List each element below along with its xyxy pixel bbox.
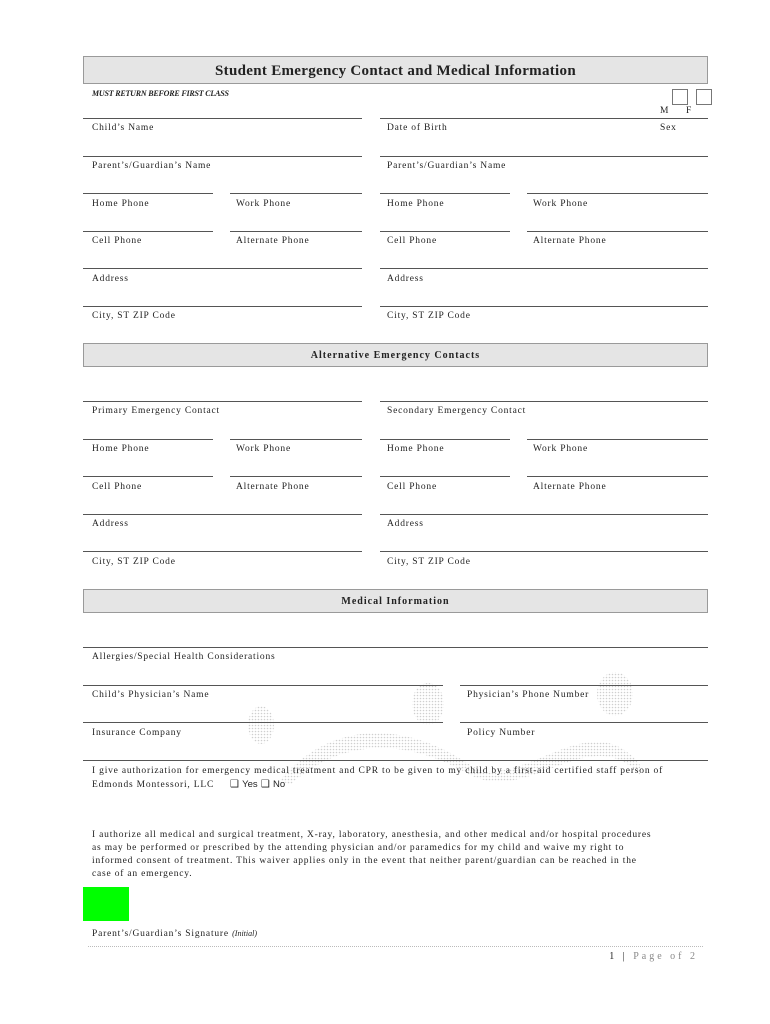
secondary-city-field[interactable] bbox=[380, 551, 708, 552]
parent1-cell-phone-field[interactable] bbox=[83, 231, 213, 232]
parent2-city-label: City, ST ZIP Code bbox=[387, 311, 471, 321]
parent1-work-phone-field[interactable] bbox=[230, 193, 362, 194]
parent2-home-phone-label: Home Phone bbox=[387, 199, 445, 209]
waiver-line-4: case of an emergency. bbox=[92, 869, 193, 879]
footer-divider bbox=[88, 946, 703, 947]
secondary-work-phone-field[interactable] bbox=[527, 439, 708, 440]
signature-label bbox=[92, 929, 257, 939]
parent2-address-label: Address bbox=[387, 274, 424, 284]
parent1-alt-phone-field[interactable] bbox=[230, 231, 362, 232]
secondary-home-phone-label: Home Phone bbox=[387, 444, 445, 454]
primary-home-phone-field[interactable] bbox=[83, 439, 213, 440]
sex-f-label: F bbox=[686, 106, 693, 116]
waiver-text bbox=[92, 829, 707, 881]
primary-home-phone-label: Home Phone bbox=[92, 444, 150, 454]
parent1-name-field[interactable] bbox=[83, 156, 362, 157]
yes-checkbox-icon[interactable]: ❑ bbox=[229, 779, 239, 790]
form-title: Student Emergency Contact and Medical Information bbox=[83, 56, 708, 84]
primary-contact-label: Primary Emergency Contact bbox=[92, 406, 220, 416]
primary-city-field[interactable] bbox=[83, 551, 362, 552]
insurance-field[interactable] bbox=[83, 722, 443, 723]
parent1-city-label: City, ST ZIP Code bbox=[92, 311, 176, 321]
physician-name-label: Child’s Physician’s Name bbox=[92, 690, 210, 700]
return-notice: MUST RETURN BEFORE FIRST CLASS bbox=[92, 89, 229, 98]
secondary-home-phone-field[interactable] bbox=[380, 439, 510, 440]
parent1-address-label: Address bbox=[92, 274, 129, 284]
sex-label: Sex bbox=[660, 123, 677, 133]
page-text: Page of 2 bbox=[633, 951, 698, 962]
parent2-cell-phone-label: Cell Phone bbox=[387, 236, 437, 246]
primary-address-field[interactable] bbox=[83, 514, 362, 515]
child-name-label: Child’s Name bbox=[92, 123, 155, 133]
policy-label: Policy Number bbox=[467, 728, 536, 738]
parent2-alt-phone-label: Alternate Phone bbox=[533, 236, 607, 246]
alt-contacts-heading: Alternative Emergency Contacts bbox=[83, 343, 708, 367]
page-separator: | bbox=[622, 951, 628, 962]
authorization-text bbox=[92, 765, 707, 792]
physician-phone-field[interactable] bbox=[460, 685, 708, 686]
authorization-divider bbox=[83, 760, 708, 761]
no-checkbox-icon[interactable]: ❑ bbox=[260, 779, 270, 790]
primary-contact-field[interactable] bbox=[83, 401, 362, 402]
parent2-work-phone-label: Work Phone bbox=[533, 199, 588, 209]
secondary-alt-phone-label: Alternate Phone bbox=[533, 482, 607, 492]
primary-cell-phone-label: Cell Phone bbox=[92, 482, 142, 492]
parent2-city-field[interactable] bbox=[380, 306, 708, 307]
parent2-address-field[interactable] bbox=[380, 268, 708, 269]
primary-alt-phone-label: Alternate Phone bbox=[236, 482, 310, 492]
parent1-alt-phone-label: Alternate Phone bbox=[236, 236, 310, 246]
primary-cell-phone-field[interactable] bbox=[83, 476, 213, 477]
yes-label: Yes bbox=[242, 779, 258, 790]
parent2-work-phone-field[interactable] bbox=[527, 193, 708, 194]
secondary-cell-phone-field[interactable] bbox=[380, 476, 510, 477]
initial-box[interactable] bbox=[83, 887, 129, 921]
physician-name-field[interactable] bbox=[83, 685, 443, 686]
parent2-name-label: Parent’s/Guardian’s Name bbox=[387, 161, 507, 171]
parent2-name-field[interactable] bbox=[380, 156, 708, 157]
page-number: 1 bbox=[609, 951, 618, 962]
parent2-cell-phone-field[interactable] bbox=[380, 231, 510, 232]
signature-note: (Initial) bbox=[232, 929, 257, 938]
secondary-address-label: Address bbox=[387, 519, 424, 529]
waiver-line-2: as may be performed or prescribed by the attending physician and/or paramedics for my child and waive my right to bbox=[92, 843, 625, 853]
allergies-field[interactable] bbox=[83, 647, 708, 648]
authorization-line-2 bbox=[92, 778, 707, 792]
secondary-cell-phone-label: Cell Phone bbox=[387, 482, 437, 492]
no-label: No bbox=[272, 779, 286, 790]
secondary-alt-phone-field[interactable] bbox=[527, 476, 708, 477]
secondary-contact-field[interactable] bbox=[380, 401, 708, 402]
parent1-work-phone-label: Work Phone bbox=[236, 199, 291, 209]
allergies-label: Allergies/Special Health Considerations bbox=[92, 652, 276, 662]
signature-text: Parent’s/Guardian’s Signature bbox=[92, 929, 229, 939]
primary-work-phone-field[interactable] bbox=[230, 439, 362, 440]
sex-m-checkbox[interactable] bbox=[672, 89, 688, 105]
waiver-line-3: informed consent of treatment. This waiver applies only in the event that neither parent/guardian can be reached in the bbox=[92, 856, 637, 866]
secondary-work-phone-label: Work Phone bbox=[533, 444, 588, 454]
primary-alt-phone-field[interactable] bbox=[230, 476, 362, 477]
secondary-address-field[interactable] bbox=[380, 514, 708, 515]
physician-phone-label: Physician’s Phone Number bbox=[467, 690, 590, 700]
authorization-line-1: I give authorization for emergency medical treatment and CPR to be given to my child by a first-aid certified staff person of bbox=[92, 766, 664, 776]
parent1-name-label: Parent’s/Guardian’s Name bbox=[92, 161, 212, 171]
child-name-field[interactable] bbox=[83, 118, 362, 119]
primary-address-label: Address bbox=[92, 519, 129, 529]
dob-label: Date of Birth bbox=[387, 123, 448, 133]
parent1-home-phone-label: Home Phone bbox=[92, 199, 150, 209]
page-indicator bbox=[609, 951, 698, 962]
sex-m-label: M bbox=[660, 106, 670, 116]
parent1-address-field[interactable] bbox=[83, 268, 362, 269]
sex-f-checkbox[interactable] bbox=[696, 89, 712, 105]
parent1-city-field[interactable] bbox=[83, 306, 362, 307]
medical-heading: Medical Information bbox=[83, 589, 708, 613]
primary-work-phone-label: Work Phone bbox=[236, 444, 291, 454]
secondary-contact-label: Secondary Emergency Contact bbox=[387, 406, 527, 416]
parent1-home-phone-field[interactable] bbox=[83, 193, 213, 194]
policy-field[interactable] bbox=[460, 722, 708, 723]
parent2-alt-phone-field[interactable] bbox=[527, 231, 708, 232]
insurance-label: Insurance Company bbox=[92, 728, 182, 738]
secondary-city-label: City, ST ZIP Code bbox=[387, 557, 471, 567]
authorization-company: Edmonds Montessori, LLC bbox=[92, 780, 215, 790]
parent1-cell-phone-label: Cell Phone bbox=[92, 236, 142, 246]
parent2-home-phone-field[interactable] bbox=[380, 193, 510, 194]
dob-field[interactable] bbox=[380, 118, 708, 119]
primary-city-label: City, ST ZIP Code bbox=[92, 557, 176, 567]
waiver-line-1: I authorize all medical and surgical treatment, X-ray, laboratory, anesthesia, and other medical and/or hospital procedures bbox=[92, 830, 652, 840]
